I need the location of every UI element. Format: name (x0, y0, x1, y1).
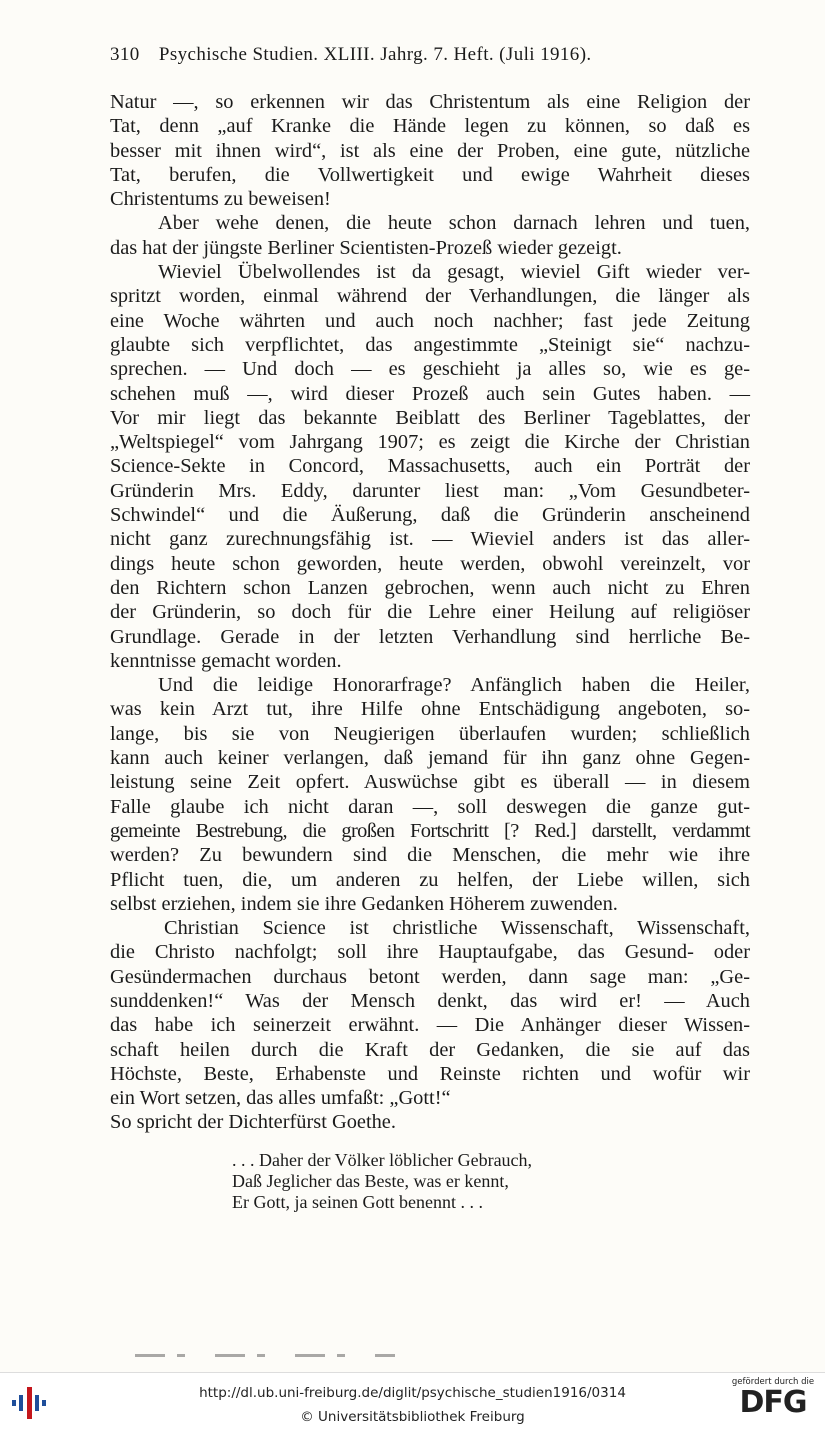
text-line: den Richtern schon Lanzen gebrochen, wenn auch nicht zu Ehren (110, 576, 750, 599)
text-line: sunddenken!“ Was der Mensch denkt, das wird er! — Auch (110, 989, 750, 1012)
viewer-footer (0, 1372, 825, 1431)
text-line: Falle glaube ich nicht daran —, soll deswegen die ganze gut- (110, 795, 750, 818)
text-line: So spricht der Dichterfürst Goethe. (110, 1111, 396, 1134)
page-mark (135, 1354, 395, 1357)
text-line: Schwindel“ und die Äußerung, daß die Gründerin anscheinend (110, 504, 750, 527)
text-line: Und die leidige Honorarfrage? Anfänglich haben die Heiler, (158, 674, 750, 697)
text-line: selbst erziehen, indem sie ihre Gedanken Höherem zuwenden. (110, 892, 618, 915)
poem-quote (232, 1150, 532, 1213)
copyright-notice: © Universitätsbibliothek Freiburg (300, 1409, 525, 1425)
text-line: werden? Zu bewundern sind die Menschen, die mehr wie ihre (110, 844, 750, 867)
text-line: Gesündermachen durchaus betont werden, dann sage man: „Ge- (110, 965, 750, 988)
dfg-tagline: gefördert durch die (731, 1377, 815, 1387)
text-line: Gründerin Mrs. Eddy, darunter liest man: „Vom Gesundbeter- (110, 479, 750, 502)
text-line: kenntnisse gemacht worden. (110, 649, 342, 672)
text-line: kann auch keiner verlangen, daß jemand für ihn ganz ohne Gegen- (110, 747, 750, 770)
text-line: „Weltspiegel“ vom Jahrgang 1907; es zeigt die Kirche der Christian (110, 431, 750, 454)
text-line: glaubte sich verpflichtet, das angestimmte „Steinigt sie“ nachzu- (110, 333, 750, 356)
text-line: gemeinte Bestrebung, die großen Fortschritt [? Red.] darstellt, verdammt (110, 819, 750, 842)
body-text (110, 90, 750, 1135)
text-line: eine Woche währten und auch noch nachher; fast jede Zeitung (110, 309, 750, 332)
text-line: Grundlage. Gerade in der letzten Verhandlung sind herrliche Be- (110, 625, 750, 648)
text-line: sprechen. — Und doch — es geschieht ja alles so, wie es ge- (110, 358, 750, 381)
text-line: die Christo nachfolgt; soll ihre Hauptaufgabe, das Gesund- oder (110, 941, 750, 964)
text-line: Science-Sekte in Concord, Massachusetts, auch ein Porträt der (110, 455, 750, 478)
text-line: besser mit ihnen wird“, ist als eine der Proben, eine gute, nützliche (110, 139, 750, 162)
text-line: Aber wehe denen, die heute schon darnach lehren und tuen, (158, 212, 750, 235)
text-line: Christian Science ist christliche Wissenschaft, Wissenschaft, (164, 917, 750, 940)
text-line: der Gründerin, so doch für die Lehre einer Heilung auf religiöser (110, 601, 750, 624)
text-line: Natur —, so erkennen wir das Christentum als eine Religion der (110, 91, 750, 113)
dfg-logo-text: DFG (739, 1385, 807, 1420)
dfg-logo[interactable] (726, 1377, 820, 1429)
text-line: Tat, berufen, die Vollwertigkeit und ewige Wahrheit dieses (110, 163, 750, 186)
text-line: Tat, denn „auf Kranke die Hände legen zu können, so daß es (110, 115, 750, 138)
text-line: Wieviel Übelwollendes ist da gesagt, wieviel Gift wieder ver- (158, 261, 750, 284)
text-line: ein Wort setzen, das alles umfaßt: „Gott!“ (110, 1087, 451, 1110)
text-line: Pflicht tuen, die, um anderen zu helfen, der Liebe willen, sich (110, 868, 750, 891)
text-line: das habe ich seinerzeit erwähnt. — Die Anhänger dieser Wissen- (110, 1014, 750, 1037)
poem-line: Er Gott, ja seinen Gott benennt . . . (232, 1192, 483, 1212)
text-line: leistung seine Zeit opfert. Auswüchse gibt es überall — in diesem (110, 771, 750, 794)
poem-line: Daß Jeglicher das Beste, was er kennt, (232, 1171, 509, 1191)
text-line: Christentums zu beweisen! (110, 188, 331, 211)
text-line: spritzt worden, einmal während der Verhandlungen, die länger als (110, 285, 750, 308)
text-line: lange, bis sie von Neugierigen überlaufen wurden; schließlich (110, 722, 750, 745)
text-line: schaft heilen durch die Kraft der Gedanken, die sie auf das (110, 1038, 750, 1061)
poem-line: . . . Daher der Völker löblicher Gebrauch, (232, 1150, 533, 1170)
text-line: was kein Arzt tut, ihre Hilfe ohne Entschädigung angeboten, so- (110, 698, 750, 721)
running-header (110, 44, 745, 66)
header-title: Psychische Studien. XLIII. Jahrg. 7. Heft. (Juli 1916). (158, 44, 592, 65)
text-line: Höchste, Beste, Erhabenste und Reinste richten und wofür wir (110, 1062, 750, 1085)
permalink-url[interactable]: http://dl.ub.uni-freiburg.de/diglit/psychische_studien1916/0314 (199, 1385, 626, 1401)
text-line: dings heute schon geworden, heute werden, obwohl vereinzelt, vor (110, 552, 750, 575)
page-number: 310 (110, 44, 140, 65)
text-line: nicht ganz zurechnungsfähig ist. — Wieviel anders ist das aller- (110, 528, 750, 551)
text-line: Vor mir liegt das bekannte Beiblatt des Berliner Tageblattes, der (110, 406, 750, 429)
text-line: schehen muß —, wird dieser Prozeß auch sein Gutes haben. — (110, 382, 750, 405)
text-line: das hat der jüngste Berliner Scientisten-Prozeß wieder gezeigt. (110, 236, 622, 259)
